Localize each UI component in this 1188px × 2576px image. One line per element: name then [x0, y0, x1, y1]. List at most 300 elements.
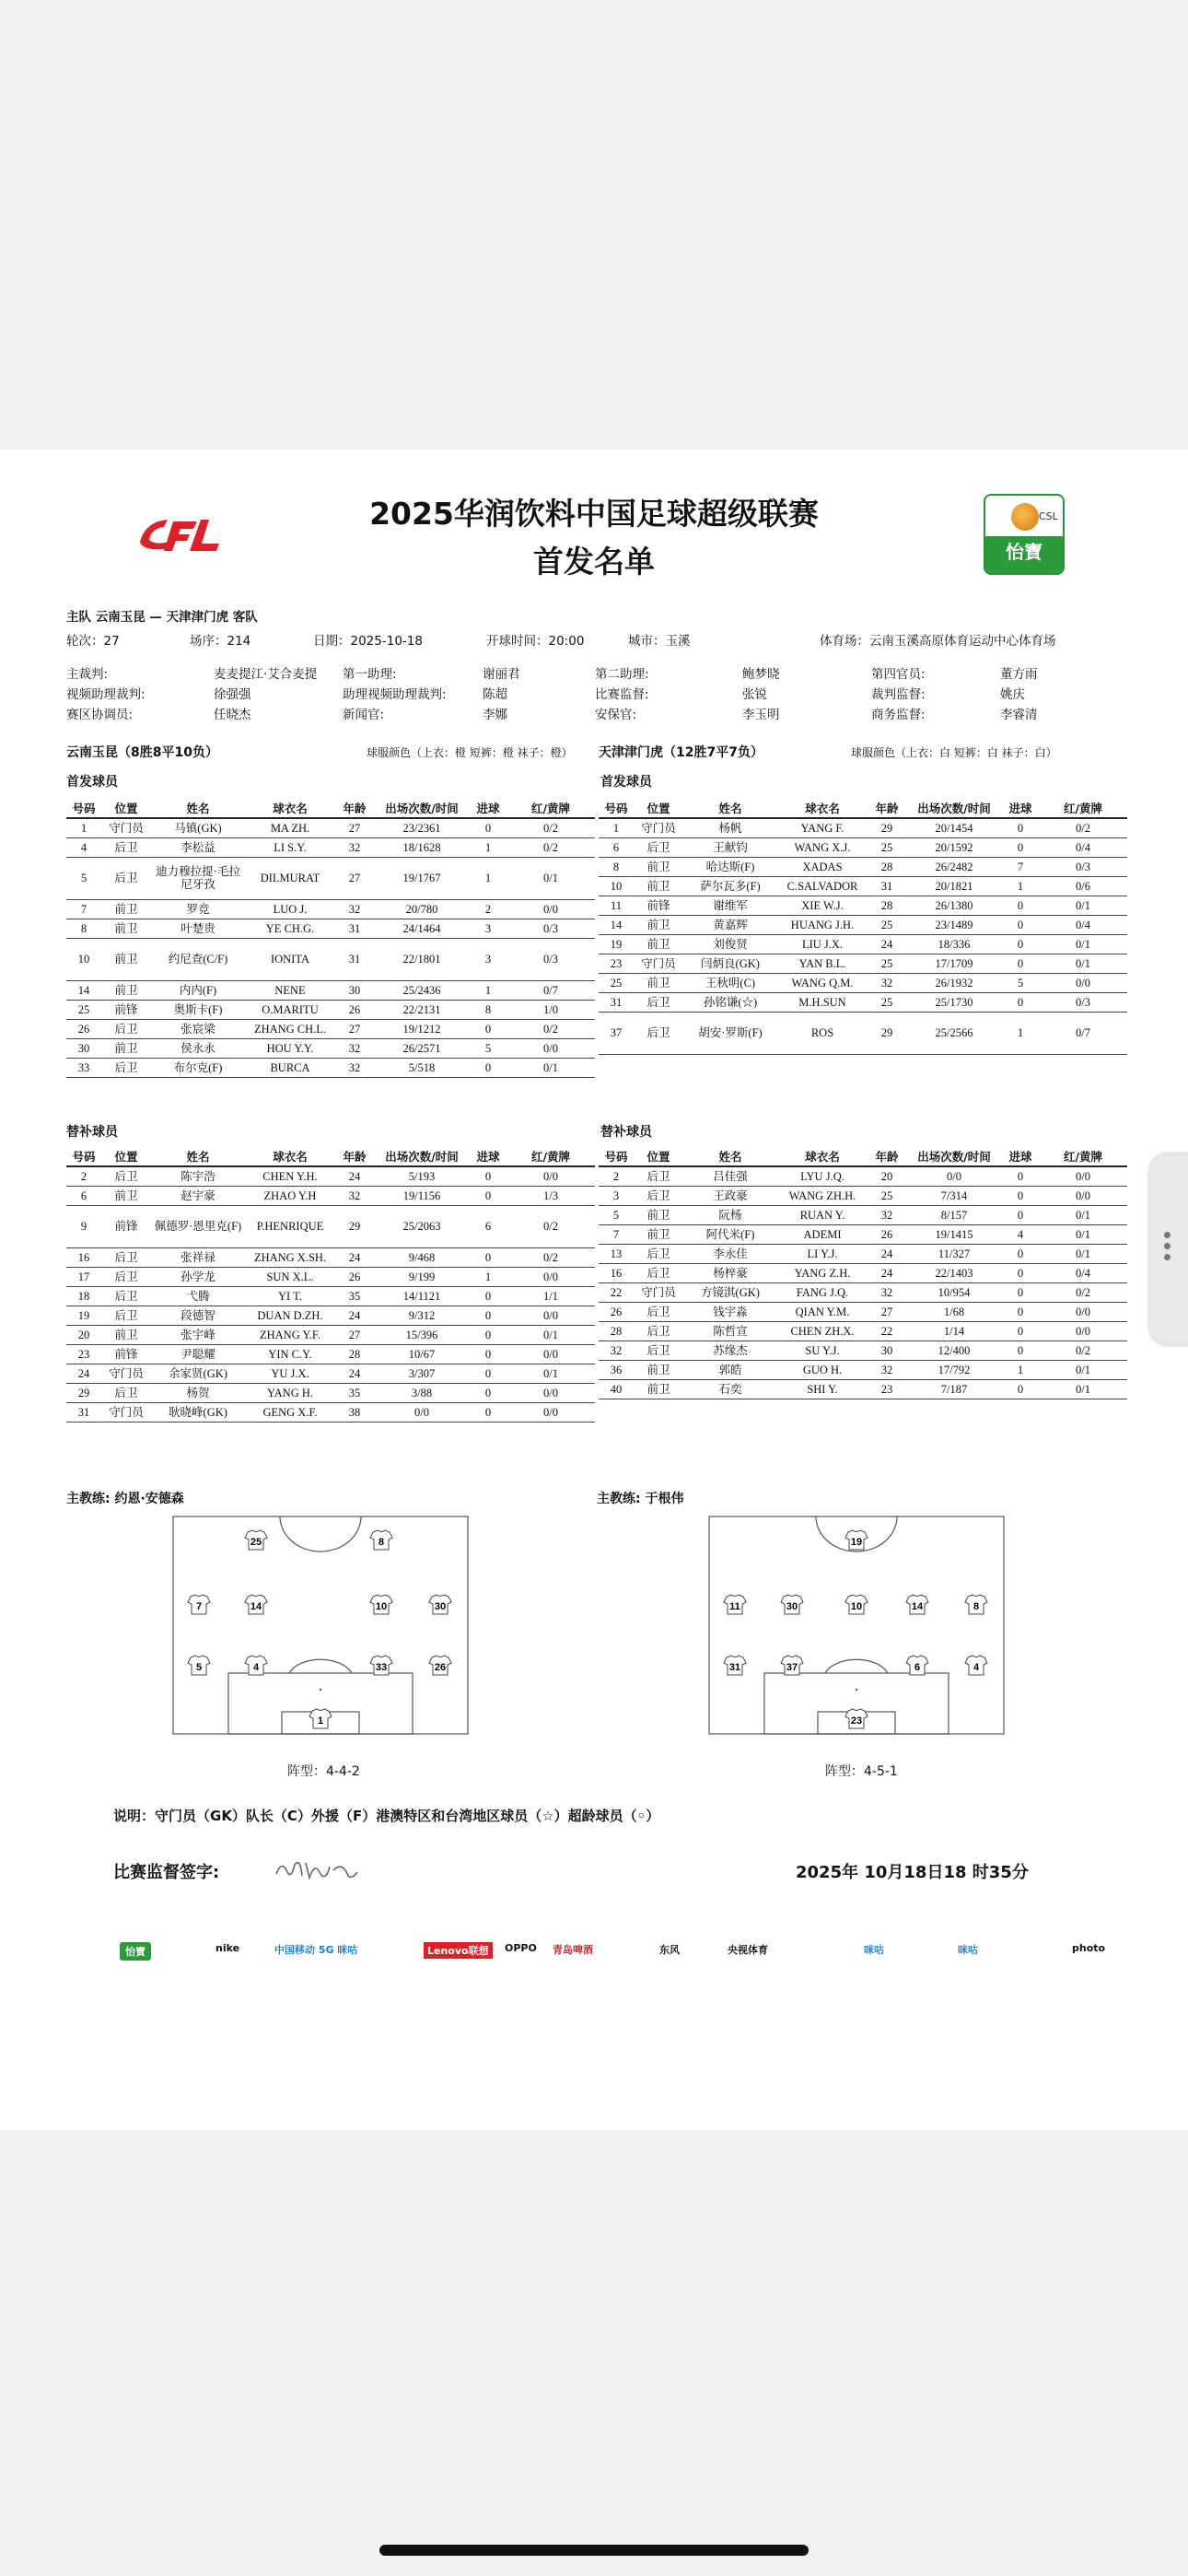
appearances-minutes: 19/1156	[374, 1186, 470, 1205]
shirt-number: 30	[434, 1601, 447, 1612]
shirt-name: LI S.Y.	[245, 837, 335, 857]
shirt-name: CHEN ZH.X.	[777, 1321, 868, 1341]
sponsor-name: 咪咕	[864, 1944, 884, 1956]
column-header: 出场次数/时间	[906, 798, 1002, 818]
player-shirt-icon	[188, 1656, 210, 1675]
official-label: 商务监督:	[871, 708, 926, 722]
player-age: 25	[868, 954, 906, 973]
sponsor-logo	[728, 1931, 768, 1977]
appearances-minutes: 20/1454	[906, 818, 1002, 837]
player-name: 侯永永	[151, 1038, 245, 1058]
appearances-minutes: 20/1592	[906, 837, 1002, 857]
goals: 4	[1002, 1224, 1039, 1244]
home-starters-table	[66, 798, 595, 1078]
appearances-minutes: 15/396	[374, 1325, 470, 1344]
player-age: 24	[335, 1166, 374, 1186]
shirt-name: M.H.SUN	[777, 992, 868, 1012]
column-header: 红/黄牌	[507, 798, 595, 818]
player-age: 29	[335, 1205, 374, 1247]
sponsor-logo	[215, 1931, 239, 1977]
away-formation: 阵型：4-5-1	[825, 1764, 898, 1779]
player-number: 25	[66, 1000, 101, 1019]
cards: 0/7	[1039, 1012, 1127, 1054]
player-position: 前卫	[101, 980, 151, 1000]
player-name: 闫炳良(GK)	[683, 954, 777, 973]
cards: 0/1	[507, 1364, 595, 1383]
shirt-name: ZHANG Y.F.	[245, 1325, 335, 1344]
player-age: 24	[335, 1364, 374, 1383]
player-position: 后卫	[634, 992, 683, 1012]
shirt-number: 5	[195, 1662, 203, 1673]
shirt-name: C.SALVADOR	[777, 876, 868, 896]
cards: 0/3	[1039, 857, 1127, 876]
appearances-minutes: 0/0	[906, 1166, 1002, 1186]
appearances-minutes: 18/1628	[374, 837, 470, 857]
player-number: 22	[599, 1282, 634, 1302]
appearances-minutes: 25/1730	[906, 992, 1002, 1012]
legend-note: 说明：守门员（GK）队长（C）外援（F）港澳特区和台湾地区球员（☆）超龄球员（◦）	[113, 1808, 660, 1824]
player-position: 后卫	[634, 1341, 683, 1360]
column-header: 年龄	[335, 1146, 374, 1166]
shirt-name: HOU Y.Y.	[245, 1038, 335, 1058]
player-row	[599, 1012, 1127, 1054]
player-row	[599, 992, 1127, 1012]
player-position: 守门员	[101, 1402, 151, 1422]
player-number: 18	[66, 1286, 101, 1306]
player-position: 后卫	[634, 1302, 683, 1321]
player-number: 31	[66, 1402, 101, 1422]
player-shirt-icon	[781, 1595, 803, 1614]
cards: 1/1	[507, 1286, 595, 1306]
player-shirt-icon	[245, 1530, 267, 1550]
cards: 0/3	[1039, 992, 1127, 1012]
player-number: 8	[66, 919, 101, 938]
column-header: 进球	[1002, 798, 1039, 818]
goals: 0	[470, 1383, 507, 1402]
appearances-minutes: 19/1212	[374, 1019, 470, 1038]
goals: 0	[1002, 1186, 1039, 1205]
player-name: 段德智	[151, 1306, 245, 1325]
player-name: 阿代米(F)	[683, 1224, 777, 1244]
shirt-name: YU J.X.	[245, 1364, 335, 1383]
official-label: 助理视频助理裁判:	[343, 687, 447, 702]
shirt-name: QIAN Y.M.	[777, 1302, 868, 1321]
player-number: 11	[599, 896, 634, 915]
shirt-name: FANG J.Q.	[777, 1282, 868, 1302]
shirt-number: 14	[250, 1601, 262, 1612]
player-age: 31	[868, 876, 906, 896]
cards: 0/2	[1039, 1282, 1127, 1302]
column-header: 号码	[66, 798, 101, 818]
player-position: 后卫	[101, 1286, 151, 1306]
stadium: 体育场：云南玉溪高原体育运动中心体育场	[820, 634, 1056, 649]
shirt-number: 8	[378, 1537, 385, 1548]
cards: 0/0	[507, 1383, 595, 1402]
player-age: 27	[868, 1302, 906, 1321]
player-name: 阮杨	[683, 1205, 777, 1224]
csl-badge-text: 怡寶	[985, 536, 1063, 573]
home-coach: 主教练: 约恩·安德森	[66, 1492, 184, 1506]
player-name: 约尼查(C/F)	[151, 938, 245, 980]
penalty-spot	[320, 1689, 321, 1691]
player-shirt-icon	[845, 1709, 868, 1728]
player-row	[66, 919, 595, 938]
player-row	[599, 1321, 1127, 1341]
player-name: 内内(F)	[151, 980, 245, 1000]
player-row	[66, 857, 595, 899]
player-row	[66, 1286, 595, 1306]
player-row	[599, 1379, 1127, 1399]
player-age: 38	[335, 1402, 374, 1422]
sponsor-name: 咪咕	[958, 1944, 978, 1956]
player-age: 32	[868, 1360, 906, 1379]
column-header: 姓名	[683, 1146, 777, 1166]
appearances-minutes: 7/314	[906, 1186, 1002, 1205]
cards: 0/4	[1039, 837, 1127, 857]
appearances-minutes: 5/518	[374, 1058, 470, 1077]
goals: 0	[470, 1247, 507, 1267]
shirt-number: 10	[375, 1601, 388, 1612]
sponsor-logo	[1072, 1931, 1105, 1977]
goals: 1	[470, 837, 507, 857]
goals: 0	[1002, 1282, 1039, 1302]
goals: 0	[1002, 934, 1039, 954]
player-age: 27	[335, 1019, 374, 1038]
sponsor-logo	[274, 1931, 357, 1977]
player-name: 哈达斯(F)	[683, 857, 777, 876]
player-number: 40	[599, 1379, 634, 1399]
player-age: 29	[868, 818, 906, 837]
appearances-minutes: 17/792	[906, 1360, 1002, 1379]
cards: 0/0	[1039, 1166, 1127, 1186]
column-header: 球衣名	[777, 1146, 868, 1166]
player-row	[66, 1267, 595, 1286]
player-row	[599, 954, 1127, 973]
appearances-minutes: 19/1415	[906, 1224, 1002, 1244]
official-label: 比赛监督:	[595, 687, 649, 702]
shirt-name: WANG Q.M.	[777, 973, 868, 992]
cards: 0/1	[1039, 1224, 1127, 1244]
column-header: 号码	[66, 1146, 101, 1166]
official-name: 李睿清	[1000, 708, 1038, 722]
official-name: 李娜	[483, 708, 507, 722]
player-shirt-icon	[724, 1595, 746, 1614]
player-shirt-icon	[370, 1656, 392, 1675]
shirt-name: ZHANG X.SH.	[245, 1247, 335, 1267]
shirt-number: 7	[195, 1601, 203, 1612]
goals: 0	[1002, 954, 1039, 973]
home-formation-pitch	[171, 1515, 470, 1736]
shirt-name: O.MARITU	[245, 1000, 335, 1019]
player-position: 前锋	[634, 896, 683, 915]
shirt-name: YIN C.Y.	[245, 1344, 335, 1364]
goals: 0	[1002, 1341, 1039, 1360]
appearances-minutes: 20/1821	[906, 876, 1002, 896]
shirt-number: 4	[252, 1662, 260, 1673]
csl-logo-icon: CSL 怡寶	[984, 494, 1065, 575]
shirt-name: DILMURAT	[245, 857, 335, 899]
player-name: 李松益	[151, 837, 245, 857]
column-header: 出场次数/时间	[374, 798, 470, 818]
appearances-minutes: 11/327	[906, 1244, 1002, 1263]
player-name: 佩德罗·恩里克(F)	[151, 1205, 245, 1247]
penalty-spot	[856, 1689, 857, 1691]
player-number: 31	[599, 992, 634, 1012]
league-title: 2025华润饮料中国足球超级联赛	[369, 496, 819, 532]
goals: 0	[1002, 1379, 1039, 1399]
bottom-background	[0, 2130, 1188, 2576]
player-position: 后卫	[101, 837, 151, 857]
shirt-name: SUN X.L.	[245, 1267, 335, 1286]
player-name: 陈哲宣	[683, 1321, 777, 1341]
player-number: 10	[66, 938, 101, 980]
player-row	[599, 1282, 1127, 1302]
cards: 0/1	[507, 1325, 595, 1344]
player-position: 后卫	[101, 1383, 151, 1402]
goals: 0	[470, 1286, 507, 1306]
cards: 0/7	[507, 980, 595, 1000]
player-row	[599, 1244, 1127, 1263]
official-label: 第一助理:	[343, 667, 397, 682]
more-options-icon[interactable]	[1162, 1227, 1171, 1271]
player-age: 24	[335, 1247, 374, 1267]
goals: 0	[470, 1325, 507, 1344]
appearances-minutes: 22/1403	[906, 1263, 1002, 1282]
appearances-minutes: 26/2482	[906, 857, 1002, 876]
player-age: 32	[335, 899, 374, 919]
player-position: 前卫	[634, 1224, 683, 1244]
appearances-minutes: 5/193	[374, 1166, 470, 1186]
goals: 0	[470, 1019, 507, 1038]
player-number: 23	[599, 954, 634, 973]
shirt-name: YAN B.L.	[777, 954, 868, 973]
cards: 0/1	[1039, 1379, 1127, 1399]
player-shirt-icon	[781, 1656, 803, 1675]
shirt-name: SHI Y.	[777, 1379, 868, 1399]
official-label: 视频助理裁判:	[66, 687, 146, 702]
column-header: 进球	[470, 798, 507, 818]
player-shirt-icon	[245, 1595, 267, 1614]
player-row	[66, 980, 595, 1000]
goals: 0	[470, 1364, 507, 1383]
player-row	[66, 1325, 595, 1344]
column-header: 位置	[634, 798, 683, 818]
player-name: 黄嘉辉	[683, 915, 777, 934]
player-number: 1	[66, 818, 101, 837]
player-position: 前卫	[101, 919, 151, 938]
player-position: 前卫	[634, 876, 683, 896]
player-name: 杨梓豪	[683, 1263, 777, 1282]
away-subs-label: 替补球员	[600, 1125, 652, 1140]
official-label: 第二助理:	[595, 667, 649, 682]
appearances-minutes: 1/68	[906, 1302, 1002, 1321]
official-name: 鲍梦晓	[742, 667, 780, 682]
player-position: 后卫	[101, 1166, 151, 1186]
player-name: 孙铭谦(☆)	[683, 992, 777, 1012]
player-row	[66, 1306, 595, 1325]
shirt-name: P.HENRIQUE	[245, 1205, 335, 1247]
goals: 5	[1002, 973, 1039, 992]
player-row	[66, 899, 595, 919]
player-name: 奥斯卡(F)	[151, 1000, 245, 1019]
goals: 1	[1002, 1012, 1039, 1054]
player-age: 32	[335, 1186, 374, 1205]
player-row	[66, 837, 595, 857]
player-row	[599, 973, 1127, 992]
cards: 0/2	[1039, 818, 1127, 837]
player-shirt-icon	[845, 1595, 868, 1614]
home-starters-label: 首发球员	[66, 775, 118, 790]
match-number: 场序：214	[190, 634, 251, 649]
column-header: 位置	[101, 798, 151, 818]
column-header: 球衣名	[777, 798, 868, 818]
player-age: 32	[335, 837, 374, 857]
player-number: 24	[66, 1364, 101, 1383]
sponsor-name: photo	[1072, 1942, 1106, 1954]
cards: 0/0	[507, 1038, 595, 1058]
player-name: 叶楚贵	[151, 919, 245, 938]
cards: 0/4	[1039, 915, 1127, 934]
player-age: 31	[335, 919, 374, 938]
sponsor-strip	[120, 1931, 1133, 1977]
appearances-minutes: 10/954	[906, 1282, 1002, 1302]
shirt-name: LYU J.Q.	[777, 1166, 868, 1186]
document-title: 首发名单	[533, 544, 655, 580]
goals: 1	[1002, 876, 1039, 896]
goals: 1	[470, 1267, 507, 1286]
player-age: 25	[868, 992, 906, 1012]
shirt-name: WANG X.J.	[777, 837, 868, 857]
player-position: 后卫	[634, 837, 683, 857]
shirt-name: IONITA	[245, 938, 335, 980]
player-row	[599, 1263, 1127, 1282]
shirt-number: 25	[250, 1537, 262, 1548]
official-label: 裁判监督:	[871, 687, 926, 702]
signature-datetime: 2025年 10月18日18 时35分	[796, 1863, 1029, 1882]
column-header: 年龄	[868, 1146, 906, 1166]
player-number: 29	[66, 1383, 101, 1402]
goals: 1	[470, 857, 507, 899]
cards: 0/0	[507, 1306, 595, 1325]
player-number: 26	[599, 1302, 634, 1321]
player-position: 后卫	[101, 1267, 151, 1286]
cards: 0/0	[507, 899, 595, 919]
player-age: 26	[335, 1267, 374, 1286]
column-header: 红/黄牌	[1039, 1146, 1127, 1166]
cards: 0/2	[507, 818, 595, 837]
shirt-name: CHEN Y.H.	[245, 1166, 335, 1186]
goals: 1	[470, 980, 507, 1000]
home-indicator[interactable]	[379, 2545, 809, 2556]
player-position: 前卫	[634, 857, 683, 876]
sponsor-logo	[120, 1931, 151, 1977]
official-name: 张锐	[742, 687, 767, 702]
cards: 0/1	[1039, 896, 1127, 915]
column-header: 姓名	[151, 798, 245, 818]
goals: 0	[470, 1058, 507, 1077]
shirt-number: 26	[434, 1662, 447, 1673]
cards: 1/0	[507, 1000, 595, 1019]
shirt-name: RUAN Y.	[777, 1205, 868, 1224]
player-shirt-icon	[724, 1656, 746, 1675]
appearances-minutes: 20/780	[374, 899, 470, 919]
appearances-minutes: 25/2436	[374, 980, 470, 1000]
player-position: 后卫	[101, 1058, 151, 1077]
kickoff-time: 开球时间：20:00	[486, 634, 585, 649]
player-name: 耿晓峰(GK)	[151, 1402, 245, 1422]
away-starters-table	[599, 798, 1127, 1055]
player-position: 后卫	[634, 1244, 683, 1263]
player-name: 赵宇豪	[151, 1186, 245, 1205]
appearances-minutes: 8/157	[906, 1205, 1002, 1224]
player-age: 25	[868, 837, 906, 857]
player-row	[66, 1344, 595, 1364]
shirt-name: NENE	[245, 980, 335, 1000]
shirt-number: 8	[973, 1601, 980, 1612]
player-name: 苏缘杰	[683, 1341, 777, 1360]
player-position: 守门员	[101, 1364, 151, 1383]
player-row	[66, 1038, 595, 1058]
column-header: 红/黄牌	[507, 1146, 595, 1166]
top-background	[0, 0, 1188, 450]
player-position: 后卫	[634, 1012, 683, 1054]
official-name: 陈超	[483, 687, 507, 702]
player-name: 弋腾	[151, 1286, 245, 1306]
official-name: 徐强强	[214, 687, 251, 702]
player-age: 32	[868, 1282, 906, 1302]
player-row	[599, 1224, 1127, 1244]
shirt-name: YE CH.G.	[245, 919, 335, 938]
player-shirt-icon	[965, 1595, 987, 1614]
player-row	[66, 1000, 595, 1019]
column-header: 出场次数/时间	[374, 1146, 470, 1166]
official-label: 新闻官:	[343, 708, 385, 722]
penalty-arc	[825, 1659, 888, 1673]
home-team-record: 云南玉昆（8胜8平10负）	[66, 745, 218, 760]
sponsor-name: 央视体育	[728, 1944, 768, 1956]
home-subs-table	[66, 1146, 595, 1423]
shirt-name: XADAS	[777, 857, 868, 876]
column-header: 年龄	[868, 798, 906, 818]
player-position: 前卫	[101, 899, 151, 919]
goals: 0	[1002, 818, 1039, 837]
player-name: 王秋明(C)	[683, 973, 777, 992]
shirt-number: 1	[317, 1715, 324, 1727]
shirt-name: WANG ZH.H.	[777, 1186, 868, 1205]
player-name: 迪力穆拉提·毛拉尼牙孜	[151, 857, 245, 899]
column-header: 进球	[470, 1146, 507, 1166]
shirt-name: ROS	[777, 1012, 868, 1054]
appearances-minutes: 25/2566	[906, 1012, 1002, 1054]
shirt-number: 37	[786, 1662, 798, 1673]
shirt-name: YI T.	[245, 1286, 335, 1306]
shirt-name: YANG F.	[777, 818, 868, 837]
center-arc	[280, 1516, 361, 1551]
player-name: 尹聪耀	[151, 1344, 245, 1364]
player-number: 20	[66, 1325, 101, 1344]
player-name: 王政豪	[683, 1186, 777, 1205]
player-name: 谢维军	[683, 896, 777, 915]
sponsor-name: 怡寶	[120, 1942, 151, 1961]
shirt-name: LUO J.	[245, 899, 335, 919]
player-row	[66, 1402, 595, 1422]
official-label: 第四官员:	[871, 667, 926, 682]
player-number: 32	[599, 1341, 634, 1360]
player-shirt-icon	[845, 1530, 868, 1550]
player-shirt-icon	[370, 1530, 392, 1550]
player-number: 2	[599, 1166, 634, 1186]
player-age: 35	[335, 1383, 374, 1402]
